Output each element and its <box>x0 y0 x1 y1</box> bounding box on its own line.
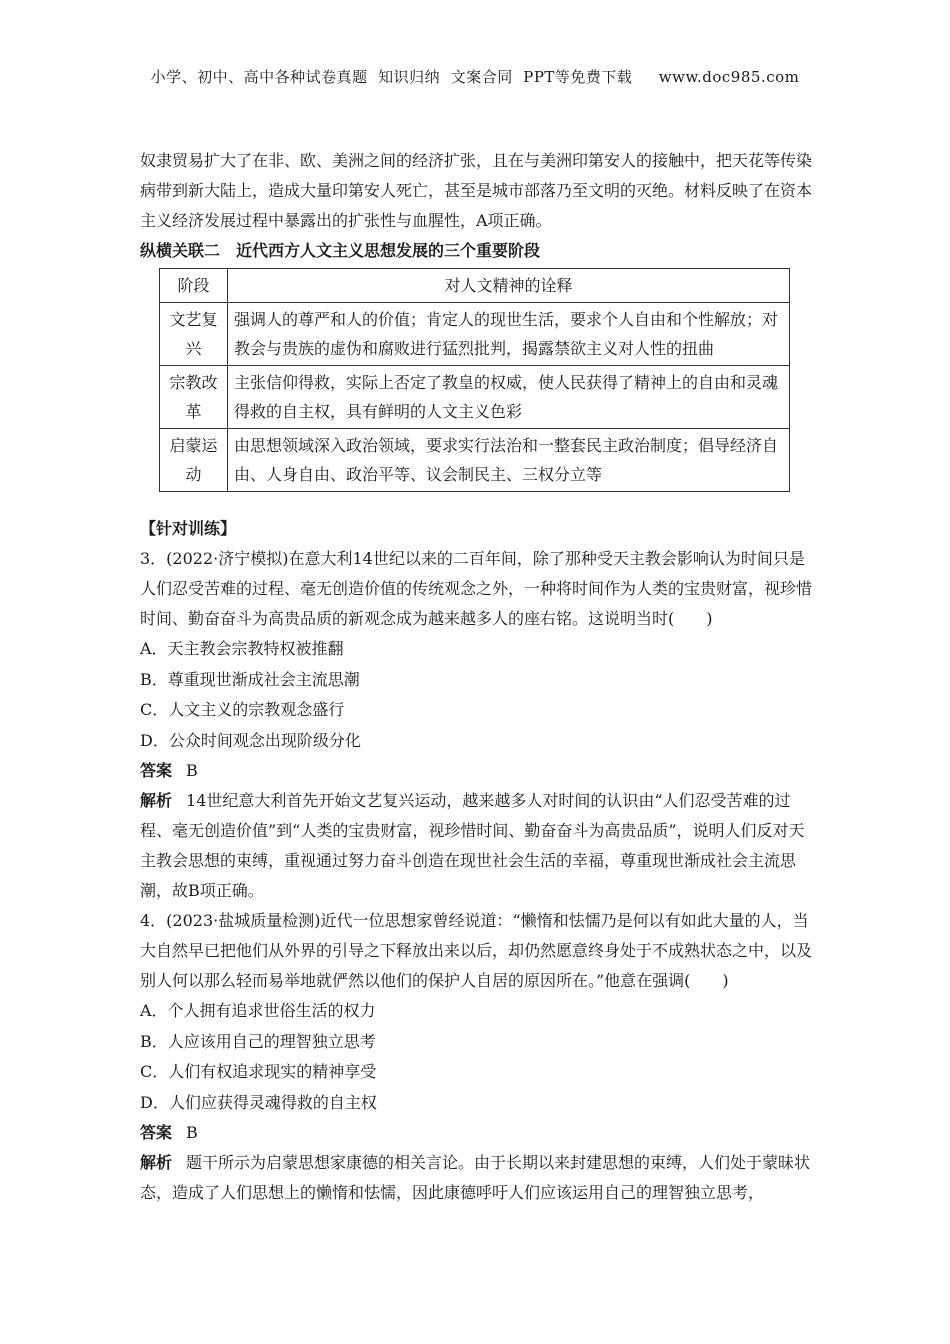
option-d: D．人们应获得灵魂得救的自主权 <box>140 1092 377 1112</box>
option-c: C．人文主义的宗教观念盛行 <box>140 700 345 719</box>
option-a: A．个人拥有追求世俗生活的权力 <box>140 1001 376 1020</box>
intro-paragraph: 奴隶贸易扩大了在非、欧、美洲之间的经济扩张，且在与美洲印第安人的接触中，把天花等传染病带到新大陆上，造成大量印第安人死亡，甚至是城市部落乃至文明的灭绝。材料反映了在资本主义经济发展过程中暴露出的扩张性与血腥性，A项正确。 <box>140 151 813 230</box>
stage-cell: 启蒙运动 <box>160 429 228 492</box>
interpretation-cell: 由思想领域深入政治领域，要求实行法治和一整套民主政治制度；倡导经济自由、人身自由、政治平等、议会制民主、三权分立等 <box>228 429 790 492</box>
question-3 <box>140 544 820 906</box>
answer-value: B <box>186 761 198 780</box>
section-title: 纵横关联二 近代西方人文主义思想发展的三个重要阶段 <box>140 241 541 260</box>
option-b: B．尊重现世渐成社会主流思潮 <box>140 669 360 689</box>
question-4 <box>140 906 820 1208</box>
question-stem: 4．(2023·盐城质量检测)近代一位思想家曾经说道：“懒惰和怯懦乃是何以有如此大量的人，当大自然早已把他们从外界的引导之下释放出来以后，却仍然愿意终身处于不成熟状态之中，以及别人何以那么轻而易举地就俨然以他们的保护人自居的原因所在。”他意在强调( ) <box>140 911 813 990</box>
answer-row <box>140 756 820 786</box>
analysis-text: 题干所示为启蒙思想家康德的相关言论。由于长期以来封建思想的束缚，人们处于蒙昧状态，造成了人们思想上的懒惰和怯懦，因此康德呼吁人们应该运用自己的理智独立思考， <box>140 1153 811 1202</box>
answer-label: 答案 <box>140 1123 173 1142</box>
stage-cell: 宗教改革 <box>160 366 228 429</box>
table-row <box>160 303 790 366</box>
table-header-row <box>160 269 790 303</box>
answer-label: 答案 <box>140 761 173 780</box>
option-a: A．天主教会宗教特权被推翻 <box>140 639 344 658</box>
training-title: 【针对训练】 <box>140 519 237 538</box>
page-header: 小学、初中、高中各种试卷真题 知识归纳 文案合同 PPT等免费下载 www.doc985.com <box>150 68 800 86</box>
option-b: B．人应该用自己的理智独立思考 <box>140 1031 376 1051</box>
table-header-stage: 阶段 <box>160 269 228 303</box>
humanism-stages-table <box>159 268 790 492</box>
interpretation-cell: 强调人的尊严和人的价值；肯定人的现世生活，要求个人自由和个性解放；对教会与贵族的虚伪和腐败进行猛烈批判，揭露禁欲主义对人性的扭曲 <box>228 303 790 366</box>
interpretation-cell: 主张信仰得救，实际上否定了教皇的权威，使人民获得了精神上的自由和灵魂得救的自主权，具有鲜明的人文主义色彩 <box>228 366 790 429</box>
analysis-row <box>140 1148 820 1208</box>
option-c: C．人们有权追求现实的精神享受 <box>140 1062 377 1081</box>
table-row <box>160 366 790 429</box>
question-stem: 3．(2022·济宁模拟)在意大利14世纪以来的二百年间，除了那种受天主教会影响认为时间只是人们忍受苦难的过程、毫无创造价值的传统观念之外，一种将时间作为人类的宝贵财富，视珍惜时间、勤奋奋斗为高贵品质的新观念成为越来越多人的座右铭。这说明当时( ) <box>140 549 813 628</box>
analysis-label: 解析 <box>140 1153 173 1172</box>
table-row <box>160 429 790 492</box>
stage-cell: 文艺复兴 <box>160 303 228 366</box>
answer-row <box>140 1118 820 1148</box>
option-d: D．公众时间观念出现阶级分化 <box>140 730 361 750</box>
analysis-label: 解析 <box>140 791 173 810</box>
answer-value: B <box>186 1123 198 1142</box>
analysis-row <box>140 786 820 906</box>
analysis-text: 14世纪意大利首先开始文艺复兴运动，越来越多人对时间的认识由“人们忍受苦难的过程、毫无创造价值”到“人类的宝贵财富，视珍惜时间、勤奋奋斗为高贵品质”，说明人们反对天主教会思想的束缚，重视通过努力奋斗创造在现世社会生活的幸福，尊重现世渐成社会主流思潮，故B项正确。 <box>140 791 805 900</box>
table-header-interpretation: 对人文精神的诠释 <box>228 269 790 303</box>
document-body <box>140 146 820 1208</box>
